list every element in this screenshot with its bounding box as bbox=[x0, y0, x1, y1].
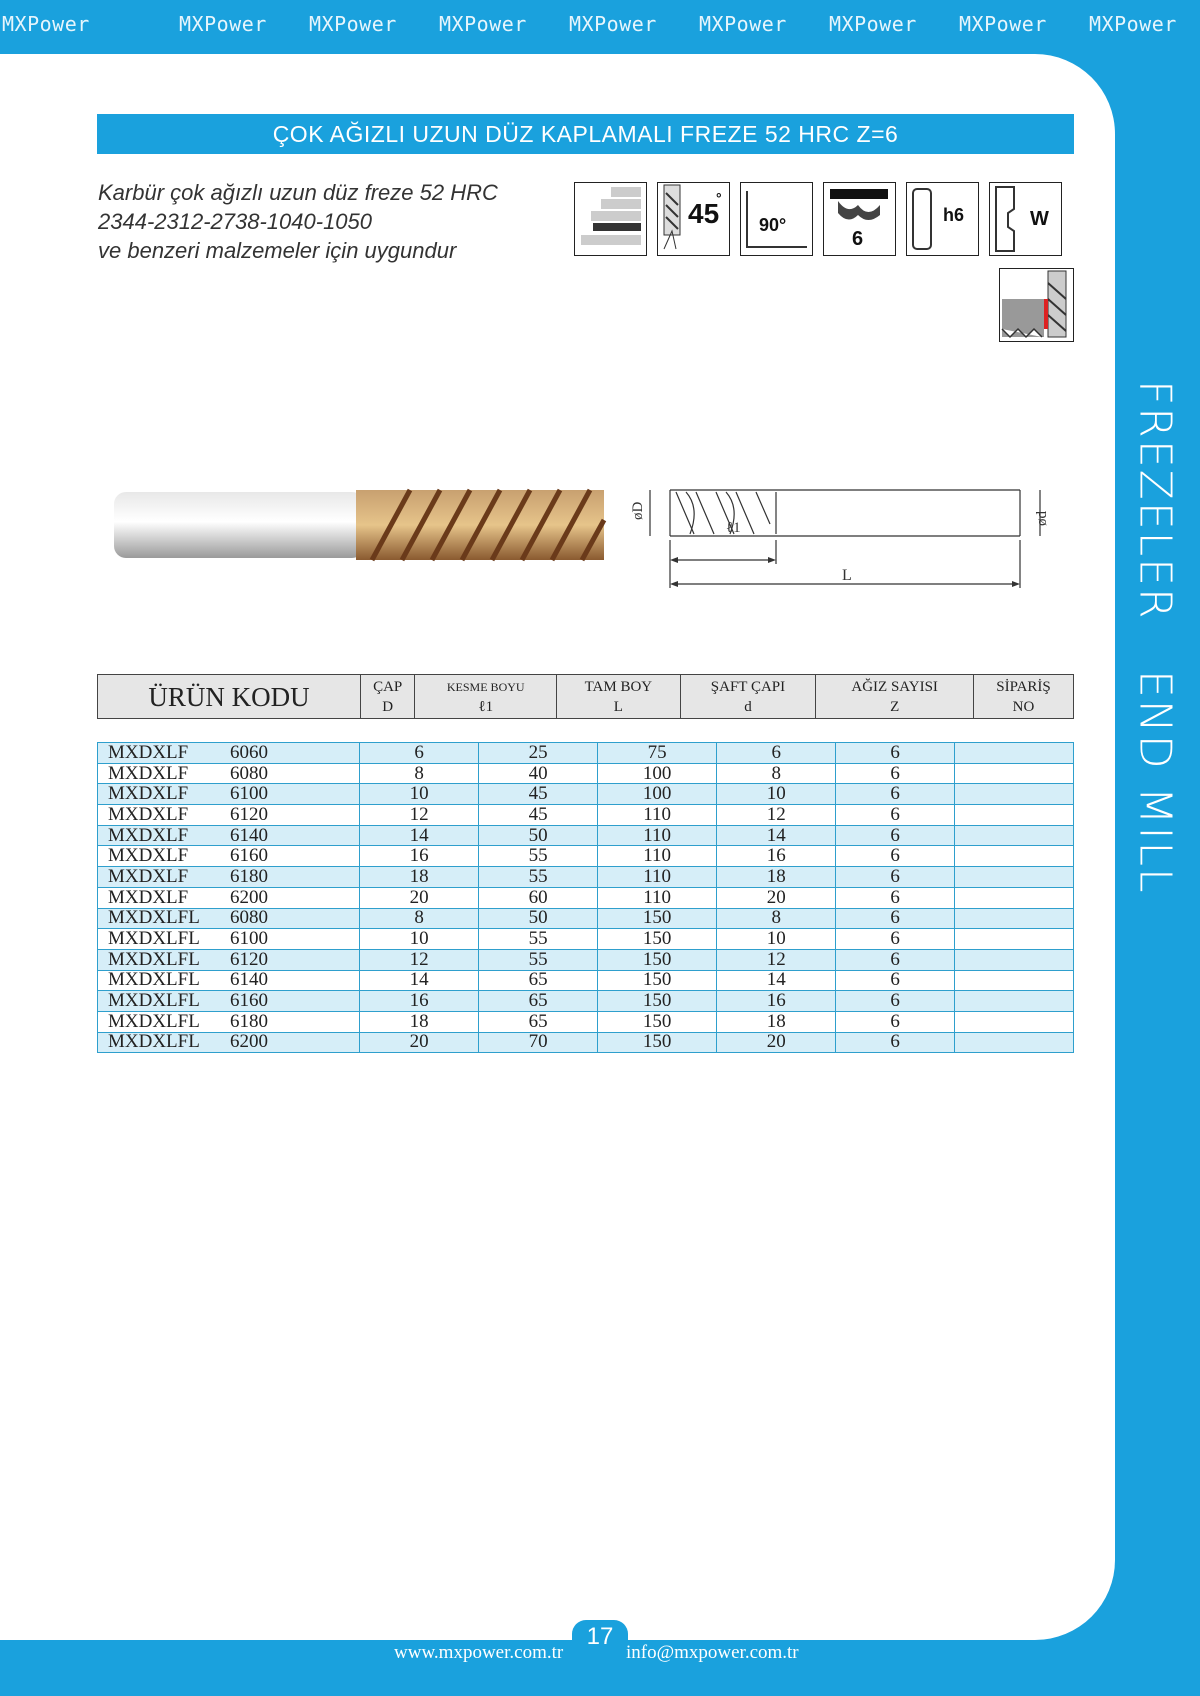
cell-diameter: 12 bbox=[360, 949, 479, 970]
cell-shank-diameter: 14 bbox=[717, 825, 836, 846]
table-row bbox=[98, 1011, 1074, 1032]
product-series: MXDXLFL bbox=[108, 1031, 200, 1053]
header-cutting-length: KESME BOYU ℓ1 bbox=[415, 675, 557, 719]
product-number: 6080 bbox=[230, 907, 268, 929]
cell-shank-diameter: 20 bbox=[717, 887, 836, 908]
cell-shank-diameter: 12 bbox=[717, 805, 836, 826]
flute-count-icon bbox=[823, 182, 896, 256]
cell-total-length: 100 bbox=[598, 763, 717, 784]
cell-flute-count: 6 bbox=[836, 805, 955, 826]
product-description bbox=[98, 178, 498, 265]
cell-flute-count: 6 bbox=[836, 929, 955, 950]
product-title: ÇOK AĞIZLI UZUN DÜZ KAPLAMALI FREZE 52 HRC Z=6 bbox=[97, 114, 1074, 154]
end-mill-drawing bbox=[630, 478, 1060, 598]
product-number: 6160 bbox=[230, 845, 268, 867]
cell-total-length: 150 bbox=[598, 970, 717, 991]
cell-flute-count: 6 bbox=[836, 846, 955, 867]
cell-order-no bbox=[955, 784, 1074, 805]
cell-total-length: 100 bbox=[598, 784, 717, 805]
product-number: 6180 bbox=[230, 865, 268, 887]
product-series: MXDXLFL bbox=[108, 928, 200, 950]
cell-shank-diameter: 10 bbox=[717, 929, 836, 950]
description-line: ve benzeri malzemeler için uygundur bbox=[98, 238, 457, 263]
brand-text: MXPower bbox=[1089, 12, 1177, 36]
product-series: MXDXLF bbox=[108, 865, 189, 887]
product-series: MXDXLF bbox=[108, 803, 189, 825]
cell-order-no bbox=[955, 970, 1074, 991]
cell-shank-diameter: 8 bbox=[717, 763, 836, 784]
side-label-frezeler: FREZELER bbox=[1129, 380, 1181, 621]
cell-diameter: 14 bbox=[360, 825, 479, 846]
product-series: MXDXLF bbox=[108, 845, 189, 867]
cell-cutting-length: 40 bbox=[479, 763, 598, 784]
product-series: MXDXLFL bbox=[108, 990, 200, 1012]
table-row bbox=[98, 867, 1074, 888]
cell-product-code bbox=[98, 743, 360, 764]
cell-diameter: 18 bbox=[360, 1011, 479, 1032]
product-series: MXDXLFL bbox=[108, 1010, 200, 1032]
tolerance-label: h6 bbox=[943, 205, 965, 225]
spec-table-header bbox=[97, 674, 1074, 719]
table-row bbox=[98, 763, 1074, 784]
cell-diameter: 14 bbox=[360, 970, 479, 991]
product-series: MXDXLF bbox=[108, 886, 189, 908]
brand-text: MXPower bbox=[829, 12, 917, 36]
cell-cutting-length: 50 bbox=[479, 825, 598, 846]
header-shank-diameter: ŞAFT ÇAPI d bbox=[680, 675, 816, 719]
flute-count-label: 6 bbox=[852, 228, 864, 250]
shank-diameter-label: ød bbox=[1034, 511, 1050, 526]
coating-layers-icon bbox=[574, 182, 647, 256]
product-number: 6140 bbox=[230, 824, 268, 846]
cell-flute-count: 6 bbox=[836, 784, 955, 805]
cell-total-length: 150 bbox=[598, 991, 717, 1012]
cell-order-no bbox=[955, 763, 1074, 784]
cell-shank-diameter: 18 bbox=[717, 867, 836, 888]
product-number: 6180 bbox=[230, 1010, 268, 1032]
cell-diameter: 20 bbox=[360, 887, 479, 908]
brand-text: MXPower bbox=[569, 12, 657, 36]
header-diameter: ÇAP D bbox=[361, 675, 415, 719]
table-row bbox=[98, 805, 1074, 826]
cell-flute-count: 6 bbox=[836, 908, 955, 929]
cell-product-code bbox=[98, 887, 360, 908]
cell-cutting-length: 25 bbox=[479, 743, 598, 764]
cell-product-code bbox=[98, 805, 360, 826]
cell-flute-count: 6 bbox=[836, 1032, 955, 1053]
product-number: 6200 bbox=[230, 886, 268, 908]
cell-flute-count: 6 bbox=[836, 887, 955, 908]
degree-symbol: ° bbox=[716, 190, 722, 206]
brand-text: MXPower bbox=[439, 12, 527, 36]
side-label-bottom bbox=[1110, 670, 1200, 895]
end-mill-photo bbox=[110, 482, 610, 572]
cell-flute-count: 6 bbox=[836, 1011, 955, 1032]
cell-diameter: 12 bbox=[360, 805, 479, 826]
corner-angle-icon bbox=[740, 182, 813, 256]
cell-shank-diameter: 20 bbox=[717, 1032, 836, 1053]
cell-cutting-length: 65 bbox=[479, 1011, 598, 1032]
header-product-code: ÜRÜN KODU bbox=[98, 675, 361, 719]
product-number: 6100 bbox=[230, 928, 268, 950]
footer-website[interactable]: www.mxpower.com.tr bbox=[394, 1642, 564, 1663]
helix-angle-icon bbox=[657, 182, 730, 256]
cell-product-code bbox=[98, 784, 360, 805]
cell-total-length: 150 bbox=[598, 1011, 717, 1032]
cell-total-length: 110 bbox=[598, 825, 717, 846]
cell-flute-count: 6 bbox=[836, 763, 955, 784]
cell-cutting-length: 55 bbox=[479, 846, 598, 867]
product-number: 6160 bbox=[230, 990, 268, 1012]
header-flute-count: AĞIZ SAYISI Z bbox=[816, 675, 974, 719]
cell-order-no bbox=[955, 1011, 1074, 1032]
product-series: MXDXLF bbox=[108, 783, 189, 805]
cell-diameter: 16 bbox=[360, 846, 479, 867]
brand-text: MXPower bbox=[179, 12, 267, 36]
cell-shank-diameter: 6 bbox=[717, 743, 836, 764]
table-row bbox=[98, 991, 1074, 1012]
cell-flute-count: 6 bbox=[836, 825, 955, 846]
cell-total-length: 150 bbox=[598, 929, 717, 950]
cell-order-no bbox=[955, 949, 1074, 970]
description-line: Karbür çok ağızlı uzun düz freze 52 HRC bbox=[98, 180, 498, 205]
table-row bbox=[98, 1032, 1074, 1053]
spec-table-body bbox=[97, 742, 1074, 1053]
shank-tolerance-icon bbox=[906, 182, 979, 256]
cell-order-no bbox=[955, 1032, 1074, 1053]
cell-order-no bbox=[955, 887, 1074, 908]
table-row bbox=[98, 949, 1074, 970]
cell-total-length: 110 bbox=[598, 887, 717, 908]
cell-product-code bbox=[98, 763, 360, 784]
brand-strip bbox=[0, 0, 1200, 54]
description-line: 2344-2312-2738-1040-1050 bbox=[98, 209, 373, 234]
cell-total-length: 75 bbox=[598, 743, 717, 764]
cell-cutting-length: 55 bbox=[479, 929, 598, 950]
cell-flute-count: 6 bbox=[836, 991, 955, 1012]
brand-text: MXPower bbox=[699, 12, 787, 36]
cell-order-no bbox=[955, 743, 1074, 764]
cell-flute-count: 6 bbox=[836, 970, 955, 991]
cell-product-code bbox=[98, 846, 360, 867]
cell-cutting-length: 55 bbox=[479, 949, 598, 970]
cell-total-length: 150 bbox=[598, 908, 717, 929]
cell-order-no bbox=[955, 825, 1074, 846]
page-number: 17 bbox=[572, 1620, 628, 1650]
cell-shank-diameter: 18 bbox=[717, 1011, 836, 1032]
cell-diameter: 8 bbox=[360, 763, 479, 784]
cell-shank-diameter: 16 bbox=[717, 991, 836, 1012]
cell-cutting-length: 65 bbox=[479, 970, 598, 991]
table-row bbox=[98, 784, 1074, 805]
cell-product-code bbox=[98, 949, 360, 970]
cell-product-code bbox=[98, 970, 360, 991]
product-series: MXDXLF bbox=[108, 824, 189, 846]
product-number: 6060 bbox=[230, 741, 268, 763]
cell-diameter: 20 bbox=[360, 1032, 479, 1053]
cell-total-length: 150 bbox=[598, 1032, 717, 1053]
cell-order-no bbox=[955, 805, 1074, 826]
property-icons bbox=[574, 182, 1062, 256]
cell-diameter: 8 bbox=[360, 908, 479, 929]
table-row bbox=[98, 743, 1074, 764]
brand-text: MXPower bbox=[309, 12, 397, 36]
cell-cutting-length: 55 bbox=[479, 867, 598, 888]
brand-text: MXPower bbox=[2, 12, 90, 36]
table-row bbox=[98, 846, 1074, 867]
corner-angle-label: 90° bbox=[759, 215, 787, 235]
cell-product-code bbox=[98, 929, 360, 950]
product-series: MXDXLF bbox=[108, 741, 189, 763]
overall-length-label: L bbox=[842, 567, 852, 584]
cell-shank-diameter: 8 bbox=[717, 908, 836, 929]
cell-product-code bbox=[98, 1011, 360, 1032]
cell-total-length: 150 bbox=[598, 949, 717, 970]
product-series: MXDXLFL bbox=[108, 907, 200, 929]
side-label-end-mill: END MILL bbox=[1129, 670, 1181, 895]
side-milling-icon bbox=[999, 268, 1074, 342]
product-number: 6120 bbox=[230, 948, 268, 970]
cell-order-no bbox=[955, 846, 1074, 867]
cell-diameter: 6 bbox=[360, 743, 479, 764]
cell-shank-diameter: 10 bbox=[717, 784, 836, 805]
product-series: MXDXLFL bbox=[108, 969, 200, 991]
cell-flute-count: 6 bbox=[836, 867, 955, 888]
cell-order-no bbox=[955, 929, 1074, 950]
cell-cutting-length: 65 bbox=[479, 991, 598, 1012]
cell-shank-diameter: 16 bbox=[717, 846, 836, 867]
cell-cutting-length: 45 bbox=[479, 784, 598, 805]
table-row bbox=[98, 887, 1074, 908]
cell-order-no bbox=[955, 908, 1074, 929]
cell-total-length: 110 bbox=[598, 867, 717, 888]
cell-shank-diameter: 12 bbox=[717, 949, 836, 970]
table-row bbox=[98, 970, 1074, 991]
cell-product-code bbox=[98, 867, 360, 888]
cell-cutting-length: 60 bbox=[479, 887, 598, 908]
cell-flute-count: 6 bbox=[836, 949, 955, 970]
footer-email[interactable]: info@mxpower.com.tr bbox=[626, 1642, 799, 1663]
table-row bbox=[98, 825, 1074, 846]
header-total-length: TAM BOY L bbox=[557, 675, 681, 719]
brand-text: MXPower bbox=[959, 12, 1047, 36]
product-number: 6200 bbox=[230, 1031, 268, 1053]
header-order-no: SİPARİŞ NO bbox=[974, 675, 1074, 719]
table-row bbox=[98, 929, 1074, 950]
table-row bbox=[98, 908, 1074, 929]
cutting-length-label: ℓ1 bbox=[726, 520, 741, 536]
cell-diameter: 10 bbox=[360, 929, 479, 950]
cell-shank-diameter: 14 bbox=[717, 970, 836, 991]
cell-cutting-length: 45 bbox=[479, 805, 598, 826]
cell-product-code bbox=[98, 825, 360, 846]
cell-order-no bbox=[955, 867, 1074, 888]
product-series: MXDXLFL bbox=[108, 948, 200, 970]
product-number: 6140 bbox=[230, 969, 268, 991]
product-number: 6100 bbox=[230, 783, 268, 805]
diameter-label: øD bbox=[630, 501, 646, 520]
helix-angle-label: 45 bbox=[688, 198, 720, 229]
cell-total-length: 110 bbox=[598, 846, 717, 867]
cell-cutting-length: 50 bbox=[479, 908, 598, 929]
product-number: 6120 bbox=[230, 803, 268, 825]
weldon-label: W bbox=[1030, 208, 1049, 230]
cell-order-no bbox=[955, 991, 1074, 1012]
weldon-shank-icon bbox=[989, 182, 1062, 256]
cell-cutting-length: 70 bbox=[479, 1032, 598, 1053]
cell-product-code bbox=[98, 908, 360, 929]
cell-diameter: 18 bbox=[360, 867, 479, 888]
product-series: MXDXLF bbox=[108, 762, 189, 784]
cell-diameter: 10 bbox=[360, 784, 479, 805]
side-label-top bbox=[1110, 380, 1200, 621]
cell-total-length: 110 bbox=[598, 805, 717, 826]
product-number: 6080 bbox=[230, 762, 268, 784]
cell-product-code bbox=[98, 991, 360, 1012]
cell-flute-count: 6 bbox=[836, 743, 955, 764]
cell-diameter: 16 bbox=[360, 991, 479, 1012]
cell-product-code bbox=[98, 1032, 360, 1053]
